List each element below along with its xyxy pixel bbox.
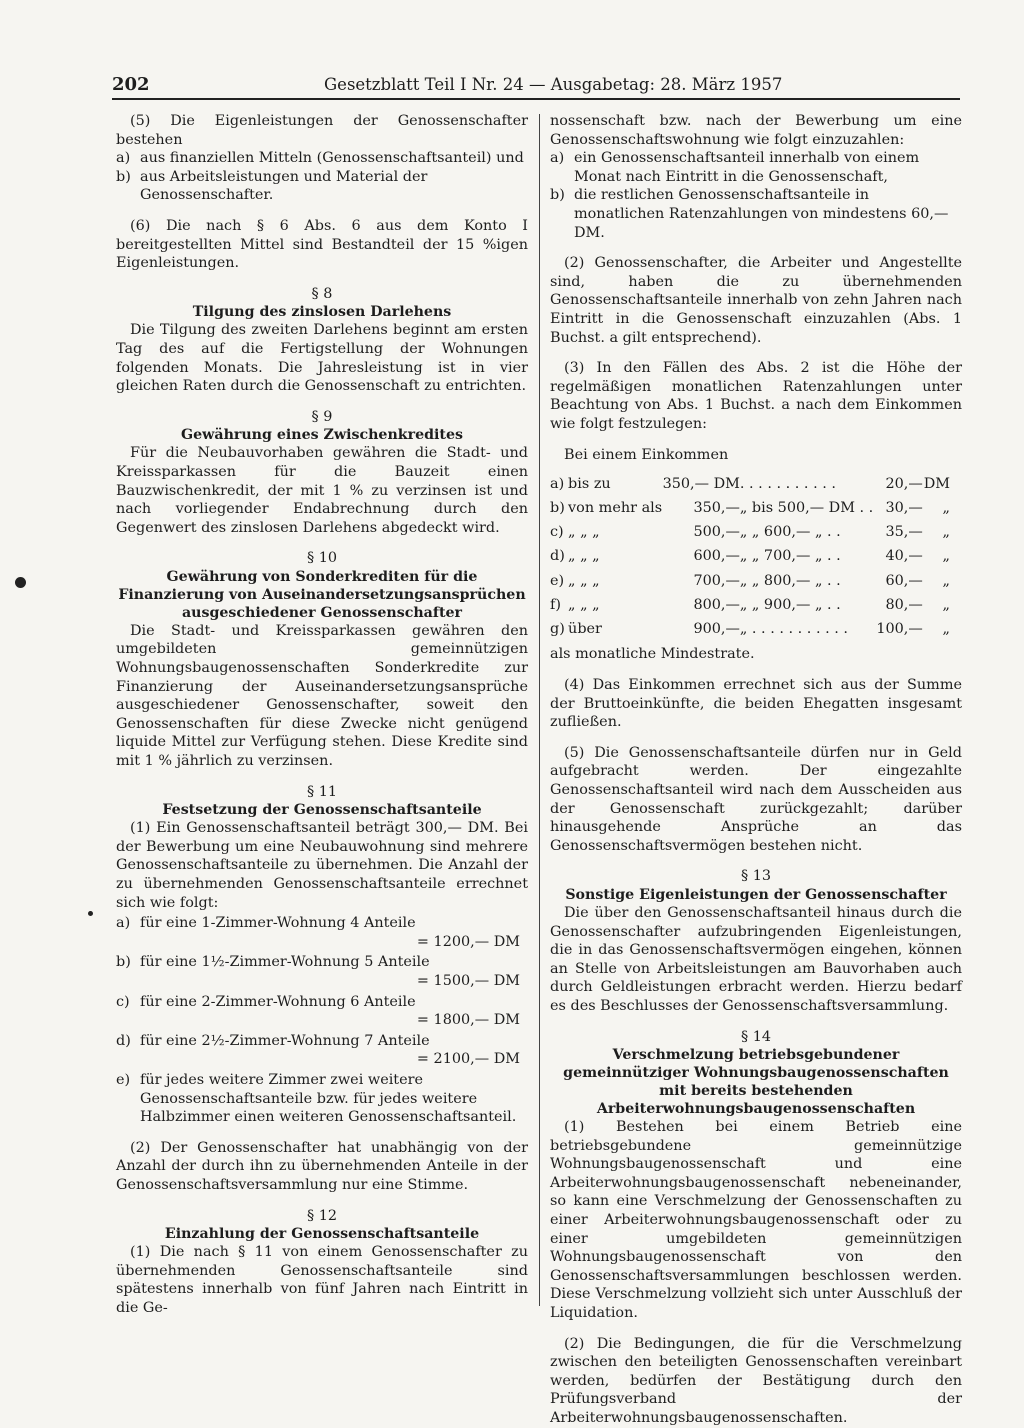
rate-row xyxy=(550,617,950,641)
list-item xyxy=(116,1071,528,1127)
section-8-text: Die Tilgung des zweiten Darlehens beginnt am ersten Tag des auf die Fertigstellung der Wohnungen folgenden Monats. Die Jahresleistung ist in vier gleichen Raten durch die Genossenschaft zu entrichten. xyxy=(116,322,528,395)
item-marker: b) xyxy=(116,168,131,185)
rate-cell-unit: „ xyxy=(942,500,950,517)
item-marker: b) xyxy=(550,187,565,204)
rate-row xyxy=(550,569,950,593)
section-12-title: Einzahlung der Genossenschaftsanteile xyxy=(164,1226,480,1243)
rate-row xyxy=(550,496,950,520)
section-14-paragraph-2: (2) Die Bedingungen, die für die Verschmelzung zwischen den beteiligten Genossenschaften vereinbart werden, bedürfen der Bestätigung durch den Prüfungsverband der Arbeiterwohnungsbaugenossenschaften. xyxy=(550,1335,962,1426)
item-marker: a) xyxy=(550,150,565,167)
section-12-paragraph-4: (4) Das Einkommen errechnet sich aus der Summe der Bruttoeinkünfte, die beiden Ehegatten insgesamt zufließen. xyxy=(550,677,962,731)
page-number: 202 xyxy=(112,74,150,95)
rate-cell-mark: e) xyxy=(550,572,565,589)
rate-cell-amt1: 800,— xyxy=(693,596,740,613)
rate-cell-from: von mehr als xyxy=(568,500,663,517)
item-text: für jedes weitere Zimmer zwei weitere Genossenschaftsanteile bzw. für jedes weitere Halbzimmer einen weiteren Genossenschaftsanteil. xyxy=(140,1071,517,1126)
section-12-paragraph-3: (3) In den Fällen des Abs. 2 ist die Höhe der regelmäßigen monatlichen Ratenzahlungen unter Beachtung von Abs. 1 Buchst. a nach dem Einkommen wie folgt festzulegen: xyxy=(550,360,962,432)
rate-cell-from: „ „ „ xyxy=(568,524,600,541)
item-text: aus Arbeitsleistungen und Material der Genossenschafter. xyxy=(140,168,428,204)
item-marker: c) xyxy=(116,993,130,1010)
apartment-amount: = 1500,— DM xyxy=(416,972,520,989)
section-12-paragraph-5: (5) Die Genossenschaftsanteile dürfen nur in Geld aufgebracht werden. Der eingezahlte Genossenschaftsanteil wird nach dem Ausscheiden aus der Genossenschaft zurückgezahlt; darüber hinausgehende Ansprüche an das Genossenschaftsvermögen bestehen nicht. xyxy=(550,744,962,854)
rate-cell-mark: g) xyxy=(550,621,565,638)
list-item xyxy=(116,914,528,951)
rate-row xyxy=(550,472,950,496)
rate-cell-mid: „ . . . . . . . . . . . xyxy=(739,621,848,638)
rate-cell-from: „ „ „ xyxy=(568,548,600,565)
section-14-paragraph-1: (1) Bestehen bei einem Betrieb eine betriebsgebundene gemeinnützige Wohnungsbaugenossenschaft und eine Arbeiterwohnungsbaugenossenschaft nebeneinander, so kann eine Verschmelzung der Genossenschaften zu einer Arbeiterwohnungsbaugenossenschaft oder zu einer umgebildeten gemeinnützigen Wohnungsbaugenossenschaft von den Genossenschaftsversammlungen beschlossen werden. Diese Verschmelzung vollzieht sich unter Ausschluß der Liquidation. xyxy=(550,1119,962,1322)
rate-cell-from: bis zu xyxy=(568,475,611,492)
section-11-paragraph-1: (1) Ein Genossenschaftsanteil beträgt 300,— DM. Bei der Bewerbung um eine Neubauwohnung sind mehrere Genossenschaftsanteile zu übernehmen. Die Anzahl der zu übernehmenden Genossenschaftsanteile errechnet sich wie folgt: xyxy=(116,820,528,911)
apartment-text: für eine 2½-Zimmer-Wohnung 7 Anteile xyxy=(140,1032,430,1049)
section-12-paragraph-1: (1) Die nach § 11 von einem Genossenschafter zu übernehmenden Genossenschaftsanteile sind spätestens innerhalb von fünf Jahren nach Eintritt in die Ge- xyxy=(116,1244,528,1316)
rate-cell-amt2: 35,— xyxy=(885,524,923,541)
item-marker: a) xyxy=(116,150,131,167)
rate-cell-amt1: 500,— xyxy=(693,524,740,541)
section-12-number: § 12 xyxy=(306,1207,338,1224)
rate-cell-amt1: 700,— xyxy=(693,572,740,589)
list-item xyxy=(550,149,962,186)
section-10-text: Die Stadt- und Kreissparkassen gewähren den umgebildeten gemeinnützigen Wohnungsbaugenossenschaften Sonderkredite zur Finanzierung der Auseinandersetzungsansprüche ausgeschiedener Genossenschafter, soweit den Genossenschaften für diese Zwecke nicht genügend liquide Mittel zur Verfügung stehen. Diese Kredite sind mit 1 % jährlich zu verzinsen. xyxy=(116,622,528,770)
apartment-text: für eine 1½-Zimmer-Wohnung 5 Anteile xyxy=(140,954,430,971)
rate-cell-from: „ „ „ xyxy=(568,596,600,613)
rate-cell-mark: f) xyxy=(550,596,561,613)
paragraph-5-intro: (5) Die Eigenleistungen der Genossenschafter bestehen xyxy=(116,113,528,148)
left-column xyxy=(116,112,528,1317)
item-text: ein Genossenschaftsanteil innerhalb von einem Monat nach Eintritt in die Genossenschaft, xyxy=(574,150,920,185)
rate-cell-amt1: 600,— xyxy=(693,548,740,565)
header-rule xyxy=(112,98,960,100)
section-12-paragraph-2: (2) Genossenschafter, die Arbeiter und Angestellte sind, haben die zu übernehmenden Genossenschaftsanteile innerhalb von zehn Jahren nach Eintritt in die Genossenschaft einzuzahlen (Abs. 1 Buchst. a gilt entsprechend). xyxy=(550,255,962,346)
section-8-title: Tilgung des zinslosen Darlehens xyxy=(192,304,452,321)
rate-cell-mid: „ bis 500,— DM . . xyxy=(739,500,874,517)
rate-row xyxy=(550,593,950,617)
continued-text: nossenschaft bzw. nach der Bewerbung um eine Genossenschaftswohnung wie folgt einzuzahlen: xyxy=(550,113,962,148)
rate-table xyxy=(550,472,950,641)
section-9-title: Gewährung eines Zwischenkredites xyxy=(181,427,463,444)
section-14-title: Verschmelzung betriebsgebundener gemeinnütziger Wohnungsbaugenossenschaften mit bereits bestehenden Arbeiterwohnungsbaugenossenschaften xyxy=(563,1047,949,1118)
rate-cell-from: über xyxy=(568,621,602,638)
section-13-text: Die über den Genossenschaftsanteil hinaus durch die Genossenschafter aufzubringenden Eigenleistungen, die in das Genossenschaftsvermögen eingehen, können an Stelle von Arbeitsleistungen am Bauvorhaben auch durch Geldleistungen erbracht werden. Hierzu bedarf es des Beschlusses der Genossenschaftsversammlung. xyxy=(550,904,962,1014)
section-9-text: Für die Neubauvorhaben gewähren die Stadt- und Kreissparkassen für die Bauzeit einen Bauzwischenkredit, der mit 1 % zu verzinsen ist und nach vorliegender Endabrechnung durch den Gegenwert des zinslosen Darlehens abgedeckt wird. xyxy=(116,445,528,536)
rate-cell-amt2: 80,— xyxy=(885,596,923,613)
list-item xyxy=(116,168,528,205)
rate-cell-mark: b) xyxy=(550,500,565,517)
rate-cell-amt2: 60,— xyxy=(885,572,923,589)
apartment-amount: = 1800,— DM xyxy=(416,1012,520,1029)
section-10-number: § 10 xyxy=(306,550,338,567)
column-divider xyxy=(539,114,540,1306)
section-11-number: § 11 xyxy=(306,783,338,800)
rate-cell-mid: . . . . . . . . . . . xyxy=(739,475,836,492)
rate-cell-mark: c) xyxy=(550,524,564,541)
ink-speck xyxy=(15,577,26,588)
rate-cell-amt1: 900,— xyxy=(693,621,740,638)
item-marker: a) xyxy=(116,915,131,932)
section-14-number: § 14 xyxy=(740,1028,772,1045)
rate-cell-mark: a) xyxy=(550,475,565,492)
item-marker: e) xyxy=(116,1071,131,1088)
rate-cell-unit: „ xyxy=(942,596,950,613)
rate-cell-amt2: 20,— xyxy=(885,475,923,492)
list-item xyxy=(116,1032,528,1069)
rate-cell-unit: „ xyxy=(942,621,950,638)
rate-cell-from: „ „ „ xyxy=(568,572,600,589)
income-intro: Bei einem Einkommen xyxy=(564,446,729,463)
right-column xyxy=(550,112,962,1428)
item-text: aus finanziellen Mitteln (Genossenschaftsanteil) und xyxy=(140,150,524,167)
list-item xyxy=(116,953,528,990)
rate-cell-unit: „ xyxy=(942,548,950,565)
rate-cell-unit: „ xyxy=(942,524,950,541)
header-title: Gesetzblatt Teil I Nr. 24 — Ausgabetag: 28. März 1957 xyxy=(324,75,783,94)
rate-cell-mid: „ „ 800,— „ . . xyxy=(739,572,841,589)
rate-cell-amt2: 100,— xyxy=(876,621,923,638)
item-marker: d) xyxy=(116,1032,131,1049)
section-8-number: § 8 xyxy=(311,285,333,302)
page-header xyxy=(112,72,960,100)
rate-cell-mid: „ „ 700,— „ . . xyxy=(739,548,841,565)
item-text: die restlichen Genossenschaftsanteile in monatlichen Ratenzahlungen von mindestens 60,— DM. xyxy=(574,187,949,241)
rate-cell-mark: d) xyxy=(550,548,565,565)
item-marker: b) xyxy=(116,954,131,971)
apartment-amount: = 2100,— DM xyxy=(416,1051,520,1068)
ink-speck xyxy=(88,911,93,916)
rate-cell-unit: DM xyxy=(923,475,950,492)
apartment-amount: = 1200,— DM xyxy=(416,933,520,950)
paragraph-6: (6) Die nach § 6 Abs. 6 aus dem Konto I bereitgestellten Mittel sind Bestandteil der 15 %igen Eigenleistungen. xyxy=(116,217,528,272)
section-13-number: § 13 xyxy=(740,868,772,885)
section-11-title: Festsetzung der Genossenschaftsanteile xyxy=(162,802,482,819)
rate-cell-amt2: 40,— xyxy=(885,548,923,565)
list-item xyxy=(116,149,528,168)
rate-row xyxy=(550,520,950,544)
section-11-paragraph-2: (2) Der Genossenschafter hat unabhängig von der Anzahl der durch ihn zu übernehmenden Anteile in der Genossenschaftsversammlung nur eine Stimme. xyxy=(116,1139,528,1193)
rate-closing: als monatliche Mindestrate. xyxy=(550,646,755,663)
list-item xyxy=(550,186,962,242)
rate-cell-mid: „ „ 600,— „ . . xyxy=(739,524,841,541)
apartment-text: für eine 1-Zimmer-Wohnung 4 Anteile xyxy=(140,915,416,932)
rate-cell-amt1: 350,— DM xyxy=(662,475,740,492)
section-9-number: § 9 xyxy=(311,408,333,425)
list-item xyxy=(116,993,528,1030)
rate-row xyxy=(550,545,950,569)
section-13-title: Sonstige Eigenleistungen der Genossenschafter xyxy=(565,886,947,903)
section-10-title: Gewährung von Sonderkrediten für die Finanzierung von Auseinandersetzungsansprüchen ausgeschiedener Genossenschafter xyxy=(118,568,526,621)
rate-cell-unit: „ xyxy=(942,572,950,589)
rate-cell-amt2: 30,— xyxy=(885,500,923,517)
apartment-text: für eine 2-Zimmer-Wohnung 6 Anteile xyxy=(140,993,416,1010)
rate-cell-mid: „ „ 900,— „ . . xyxy=(739,596,841,613)
rate-cell-amt1: 350,— xyxy=(693,500,740,517)
